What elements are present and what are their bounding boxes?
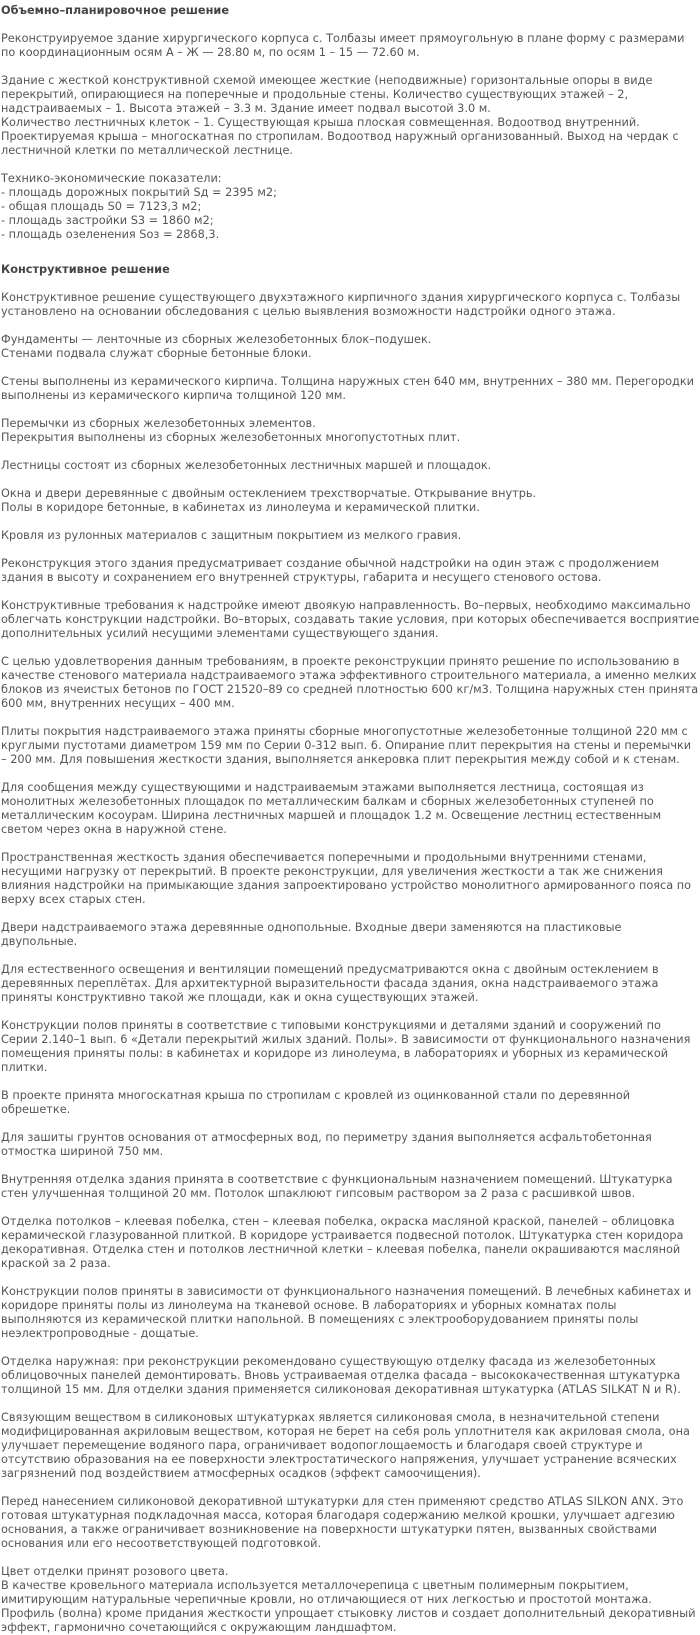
paragraph-line: Плиты покрытия надстраиваемого этажа приняты сборные многопустотные железобетонные толщиной 220 мм с круглыми пустотами диаметром 159 мм по Серии 0-312 вып. 6. Опирание плит перекрытия на стены и перемычки – 200 мм. Для повышения жесткости здания, выполняется анкеровка плит перекрытия между собой и к стенам. <box>1 725 692 766</box>
paragraph <box>1 487 700 515</box>
paragraph-line: Перемычки из сборных железобетонных элементов. <box>1 417 316 430</box>
paragraph-gap <box>1 907 700 921</box>
paragraph-gap <box>1 242 700 263</box>
paragraph <box>1 172 700 242</box>
paragraph-line: Лестницы состоят из сборных железобетонных лестничных маршей и площадок. <box>1 459 492 472</box>
paragraph-line: Конструкции полов приняты в зависимости от функционального назначения помещений. В лечебных кабинетах и коридоре приняты полы из линолеума на тканевой основе. В лабораториях и уборных комнатах полы выполняются из керамической плитки напольной. В помещениях с электрооборудованием приняты полы неэлектропроводные - дощатые. <box>1 1285 692 1340</box>
paragraph-line: С целью удовлетворения данным требованиям, в проекте реконструкции принято решение по использованию в качестве стенового материала надстраиваемого этажа эффективного строительного материала, а именно мелких блоков из ячеистых бетонов по ГОСТ 21520–89 со средней плотностью 600 кг/м3. Толщина наружных стен принята 600 мм, внутренних несущих – 400 мм. <box>1 655 699 710</box>
paragraph-gap <box>1 1341 700 1355</box>
paragraph-gap <box>1 158 700 172</box>
paragraph-gap <box>1 18 700 32</box>
paragraph-line: Отделка наружная: при реконструкции рекомендовано существующую отделку фасада из железобетонных облицовочных панелей демонтировать. Вновь устраиваемая отделка фасада – высококачественная штукатурка толщиной 15 мм. Для отделки здания применяется силиконовая декоративная штукатурка (ATLAS SILKAT N и R). <box>1 1355 681 1396</box>
paragraph-line: Для зашиты грунтов основания от атмосферных вод, по периметру здания выполняется асфальтобетонная отмостка шириной 750 мм. <box>1 1131 652 1158</box>
paragraph <box>1 529 700 543</box>
paragraph-line: Окна и двери деревянные с двойным остеклением трехстворчатые. Открывание внутрь. <box>1 487 537 500</box>
paragraph <box>1 74 700 158</box>
paragraph-line: Пространственная жесткость здания обеспечивается поперечными и продольными внутренними стенами, несущими нагрузку от перекрытий. В проекте реконструкции, для увеличения жесткости а так же снижения влияния надстройки на примыкающие здания запроектировано устройство монолитного армированного пояса по верху всех старых стен. <box>1 851 692 906</box>
paragraph-line: Внутренняя отделка здания принята в соответствие с функциональным назначением помещений. Штукатурка стен улучшенная толщиной 20 мм. Потолок шпаклюют гипсовым раствором за 2 раза с расшивкой швов. <box>1 1173 673 1200</box>
paragraph-line: Цвет отделки принят розового цвета. <box>1 1565 229 1578</box>
paragraph-gap <box>1 515 700 529</box>
section-heading: Конструктивное решение <box>1 263 170 276</box>
paragraph-gap <box>1 60 700 74</box>
paragraph-gap <box>1 711 700 725</box>
paragraph-line: Кровля из рулонных материалов с защитным покрытием из мелкого гравия. <box>1 529 462 542</box>
paragraph-line: Реконструкция этого здания предусматривает создание обычной надстройки на один этаж с продолжением здания в высоту и сохранением его внутренней структуры, габарита и несущего стенового остова. <box>1 557 660 584</box>
paragraph-gap <box>1 277 700 291</box>
paragraph-gap <box>1 1117 700 1131</box>
paragraph-line: - общая площадь S0 = 7123,3 м2; <box>1 200 202 213</box>
paragraph <box>1 375 700 403</box>
paragraph-line: Для естественного освещения и вентиляции помещений предусматриваются окна с двойным остеклением в деревянных переплётах. Для архитектурной выразительности фасада здания, окна надстраиваемого этажа приняты конструктивно такой же площади, как и окна существующих этажей. <box>1 963 659 1004</box>
paragraph <box>1 725 700 767</box>
paragraph <box>1 1215 700 1271</box>
paragraph <box>1 1131 700 1159</box>
paragraph-line: - площадь дорожных покрытий Sд = 2395 м2; <box>1 186 277 199</box>
paragraph-line: - площадь застройки S3 = 1860 м2; <box>1 214 214 227</box>
paragraph <box>1 459 700 473</box>
paragraph-line: Полы в коридоре бетонные, в кабинетах из линолеума и керамической плитки. <box>1 501 480 514</box>
paragraph <box>1 1565 700 1635</box>
paragraph-line: Двери надстраиваемого этажа деревянные однопольные. Входные двери заменяются на пластиковые двупольные. <box>1 921 622 948</box>
paragraph <box>1 1355 700 1397</box>
paragraph-line: В качестве кровельного материала используется металлочерепица с цветным полимерным покрытием, имитирующим натуральные черепичные кровли, но отличающиеся от них легкостью и простотой монтажа. Профиль (волна) кроме придания жесткости упрощает стыковку листов и создает дополнительный декоративный эффект, гармонично сочетающийся с окружающим ландшафтом. <box>1 1579 696 1634</box>
paragraph-line: Связующим веществом в силиконовых штукатурках является силиконовая смола, в незначительной степени модифицированная акриловым веществом, которая не берет на себя роль уплотнителя как акриловая смола, она улучшает перемещение водяного пара, ограничивает водопоглощаемость и благодаря своей структуре и отсутствию образования на ее поверхности электростатического напряжения, улучшает устранение всяческих загрязнений под воздействием атмосферных осадков (эффект самоочищения). <box>1 1411 690 1480</box>
paragraph <box>1 417 700 445</box>
paragraph <box>1 1089 700 1117</box>
paragraph <box>1 291 700 319</box>
paragraph-line: Перед нанесением силиконовой декоративной штукатурки для стен применяют средство ATLAS SILKON ANX. Это готовая штукатурная подкладочная масса, которая благодаря содержанию мелкой крошки, улучшает адгезию основания, а также ограничивает возникновение на поверхности штукатурки пятен, вызванных свойствами основания или его несоответствующей подготовкой. <box>1 1495 684 1550</box>
paragraph-line: Фундаменты — ленточные из сборных железобетонных блок–подушек. <box>1 333 432 346</box>
paragraph-line: Стены выполнены из керамического кирпича. Толщина наружных стен 640 мм, внутренних – 380 мм. Перегородки выполнены из керамического кирпича толщиной 120 мм. <box>1 375 695 402</box>
paragraph-line: Конструктивные требования к надстройке имеют двоякую направленность. Во–первых, необходимо максимально облегчать конструкции надстройки. Во–вторых, создавать такие условия, при которых обеспечивается восприятие дополнительных усилий несущими элементами существующего здания. <box>1 599 700 640</box>
paragraph-gap <box>1 445 700 459</box>
paragraph <box>1 599 700 641</box>
paragraph <box>1 333 700 361</box>
paragraph-gap <box>1 1397 700 1411</box>
paragraph-line: Количество лестничных клеток – 1. Существующая крыша плоская совмещенная. Водоотвод внутренний. Проектируемая крыша – многоскатная по стропилам. Водоотвод наружный организованный. Выход на чердак с лестничной клетки по металлической лестнице. <box>1 116 679 157</box>
paragraph <box>1 557 700 585</box>
paragraph-gap <box>1 319 700 333</box>
paragraph-gap <box>1 1005 700 1019</box>
paragraph-line: Конструкции полов приняты в соответствие с типовыми конструкциями и деталями зданий и сооружений по Серии 2.140–1 вып. 6 «Детали перекрытий жилых зданий. Полы». В зависимости от функционального назначения помещения приняты полы: в кабинетах и коридоре из линолеума, в лабораториях и уборных из керамической плитки. <box>1 1019 691 1074</box>
paragraph <box>1 921 700 949</box>
paragraph-line: Здание с жесткой конструктивной схемой имеющее жесткие (неподвижные) горизонтальные опоры в виде перекрытий, опирающиеся на поперечные и продольные стены. Количество существующих этажей – 2, надстраиваемых – 1. Высота этажей – 3.3 м. Здание имеет подвал высотой 3.0 м. <box>1 74 653 115</box>
paragraph-gap <box>1 1481 700 1495</box>
paragraph <box>1 1411 700 1481</box>
paragraph-line: Технико-экономические показатели: <box>1 172 222 185</box>
paragraph <box>1 781 700 837</box>
paragraph <box>1 655 700 711</box>
paragraph <box>1 1019 700 1075</box>
paragraph-line: Для сообщения между существующими и надстраиваемым этажами выполняется лестница, состоящая из монолитных железобетонных площадок по металлическим балкам и сборных железобетонных ступеней по металлическим косоурам. Ширина лестничных маршей и площадок 1.2 м. Освещение лестниц естественным светом через окна в наружной стене. <box>1 781 662 836</box>
paragraph-gap <box>1 1159 700 1173</box>
paragraph-line: Стенами подвала служат сборные бетонные блоки. <box>1 347 312 360</box>
paragraph-line: - площадь озеленения Sоз = 2868,3. <box>1 228 220 241</box>
paragraph-gap <box>1 403 700 417</box>
paragraph-gap <box>1 767 700 781</box>
paragraph-gap <box>1 837 700 851</box>
paragraph-line: Реконструируемое здание хирургического корпуса с. Толбазы имеет прямоугольную в плане форму с размерами по координационным осям А – Ж — 28.80 м, по осям 1 – 15 — 72.60 м. <box>1 32 685 59</box>
paragraph-line: В проекте принята многоскатная крыша по стропилам с кровлей из оцинкованной стали по деревянной обрешетке. <box>1 1089 631 1116</box>
paragraph-gap <box>1 473 700 487</box>
paragraph-gap <box>1 1271 700 1285</box>
paragraph-line: Отделка потолков – клеевая побелка, стен – клеевая побелка, окраска масляной краской, панелей – облицовка керамической глазурованной плиткой. В коридоре устраивается подвесной потолок. Штукатурка стен коридора декоративная. Отделка стен и потолков лестничной клетки – клеевая побелка, панели окрашиваются масляной краской за 2 раза. <box>1 1215 684 1270</box>
paragraph-gap <box>1 949 700 963</box>
paragraph-gap <box>1 1201 700 1215</box>
paragraph-gap <box>1 641 700 655</box>
paragraph-gap <box>1 585 700 599</box>
paragraph <box>1 32 700 60</box>
paragraph-line: Перекрытия выполнены из сборных железобетонных многопустотных плит. <box>1 431 461 444</box>
section-heading: Объемно–планировочное решение <box>1 4 229 17</box>
paragraph-gap <box>1 543 700 557</box>
paragraph <box>1 1173 700 1201</box>
paragraph-gap <box>1 361 700 375</box>
paragraph-gap <box>1 1551 700 1565</box>
paragraph <box>1 851 700 907</box>
paragraph <box>1 1285 700 1341</box>
paragraph <box>1 963 700 1005</box>
paragraph-gap <box>1 1075 700 1089</box>
paragraph-line: Конструктивное решение существующего двухэтажного кирпичного здания хирургического корпуса с. Толбазы установлено на основании обследования с целью выявления возможности надстройки одного этажа. <box>1 291 681 318</box>
